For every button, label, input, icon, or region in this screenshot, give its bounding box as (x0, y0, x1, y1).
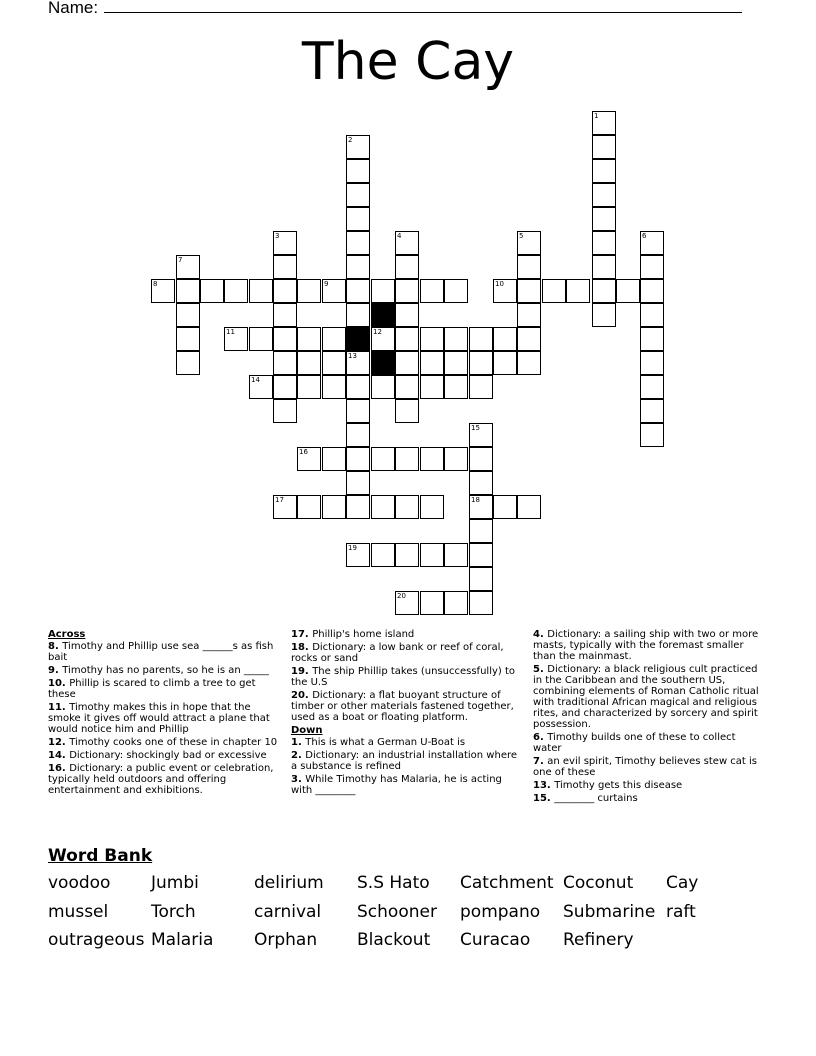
crossword-cell[interactable] (346, 423, 370, 447)
clue-label: 5. (533, 664, 548, 675)
crossword-cell[interactable] (273, 327, 297, 351)
clue (291, 690, 523, 723)
clue-text: Timothy gets this disease (554, 780, 683, 791)
word-bank-item: Submarine (563, 902, 656, 922)
crossword-cell[interactable] (444, 591, 468, 615)
crossword-cell[interactable] (493, 279, 517, 303)
word-bank-item: Refinery (563, 930, 634, 950)
crossword-cell[interactable] (346, 279, 370, 303)
word-bank-item: mussel (48, 902, 109, 922)
word-bank-item: outrageous (48, 930, 145, 950)
crossword-cell[interactable] (469, 471, 493, 495)
crossword-cell[interactable] (395, 447, 419, 471)
crossword-cell[interactable] (640, 255, 664, 279)
clue-number: 2 (348, 136, 353, 144)
clue-label: 12. (48, 737, 70, 748)
clue-text: Timothy cooks one of these in chapter 10 (69, 737, 278, 748)
word-bank-item: S.S Hato (357, 873, 430, 893)
crossword-cell[interactable] (592, 135, 616, 159)
crossword-cell[interactable] (249, 279, 273, 303)
crossword-cell[interactable] (420, 351, 444, 375)
crossword-cell[interactable] (469, 567, 493, 591)
crossword-cell[interactable] (297, 327, 321, 351)
clue-label: 6. (533, 732, 548, 743)
crossword-cell[interactable] (592, 159, 616, 183)
crossword-cell[interactable] (592, 111, 616, 135)
clue-text: Dictionary: shockingly bad or excessive (69, 750, 267, 761)
clue-number: 4 (397, 232, 402, 240)
clue-text: Timothy builds one of these to collect water (533, 732, 736, 754)
crossword-cell[interactable] (322, 375, 346, 399)
clue-text: ________ curtains (554, 793, 638, 804)
crossword-cell[interactable] (346, 231, 370, 255)
crossword-cell[interactable] (176, 303, 200, 327)
crossword-cell[interactable] (640, 423, 664, 447)
crossword-cell[interactable] (493, 495, 517, 519)
crossword-cell[interactable] (273, 231, 297, 255)
crossword-cell[interactable] (346, 207, 370, 231)
clue-label: 2. (291, 750, 306, 761)
clue-label: 15. (533, 793, 555, 804)
clue (48, 737, 280, 748)
crossword-cell[interactable] (640, 327, 664, 351)
clue (48, 750, 280, 761)
crossword-cell[interactable] (444, 447, 468, 471)
word-bank-item: Catchment (460, 873, 554, 893)
crossword-cell[interactable] (395, 399, 419, 423)
crossword-black-cell (371, 351, 395, 375)
clue (533, 780, 765, 791)
crossword-cell[interactable] (469, 591, 493, 615)
word-bank-item: pompano (460, 902, 541, 922)
clue (533, 756, 765, 778)
crossword-cell[interactable] (273, 495, 297, 519)
crossword-cell[interactable] (346, 351, 370, 375)
crossword-cell[interactable] (395, 591, 419, 615)
crossword-cell[interactable] (640, 279, 664, 303)
crossword-cell[interactable] (346, 375, 370, 399)
crossword-cell[interactable] (469, 447, 493, 471)
crossword-cell[interactable] (517, 327, 541, 351)
crossword-cell[interactable] (346, 159, 370, 183)
crossword-cell[interactable] (592, 279, 616, 303)
crossword-cell[interactable] (395, 303, 419, 327)
crossword-cell[interactable] (297, 375, 321, 399)
clue-text: Dictionary: a public event or celebration, typically held outdoors and offering entertainment and exhibitions. (48, 763, 274, 796)
crossword-cell[interactable] (176, 255, 200, 279)
crossword-cell[interactable] (444, 279, 468, 303)
crossword-cell[interactable] (176, 279, 200, 303)
crossword-cell[interactable] (469, 351, 493, 375)
clue-number: 5 (519, 232, 524, 240)
clue-label: 20. (291, 690, 313, 701)
crossword-cell[interactable] (297, 495, 321, 519)
crossword-cell[interactable] (395, 279, 419, 303)
crossword-cell[interactable] (517, 279, 541, 303)
crossword-cell[interactable] (640, 399, 664, 423)
clue-number: 16 (299, 448, 308, 456)
crossword-cell[interactable] (322, 495, 346, 519)
crossword-cell[interactable] (517, 231, 541, 255)
crossword-cell[interactable] (249, 327, 273, 351)
crossword-cell[interactable] (176, 327, 200, 351)
clue-number: 11 (226, 328, 235, 336)
crossword-cell[interactable] (346, 471, 370, 495)
word-bank-item: voodoo (48, 873, 111, 893)
clue (48, 702, 280, 735)
crossword-cell[interactable] (444, 375, 468, 399)
clue (48, 763, 280, 796)
clue-text: While Timothy has Malaria, he is acting with ________ (291, 774, 502, 796)
clue-label: 16. (48, 763, 70, 774)
crossword-cell[interactable] (273, 375, 297, 399)
clue-label: 1. (291, 737, 306, 748)
crossword-cell[interactable] (444, 543, 468, 567)
word-bank-item: Orphan (254, 930, 318, 950)
clue-text: Dictionary: a flat buoyant structure of timber or other materials fastened together, used as a boat or floating platform. (291, 690, 514, 723)
clue (533, 793, 765, 804)
crossword-cell[interactable] (224, 327, 248, 351)
crossword-cell[interactable] (395, 375, 419, 399)
crossword-cell[interactable] (346, 543, 370, 567)
crossword-cell[interactable] (640, 351, 664, 375)
clue (291, 750, 523, 772)
crossword-cell[interactable] (297, 351, 321, 375)
clue-text: Phillip is scared to climb a tree to get these (48, 678, 256, 700)
crossword-cell[interactable] (420, 447, 444, 471)
clue-label: 18. (291, 642, 313, 653)
crossword-cell[interactable] (346, 255, 370, 279)
clue-number: 19 (348, 544, 357, 552)
clue-number: 6 (642, 232, 647, 240)
clue-number: 10 (495, 280, 504, 288)
word-bank-item: raft (666, 902, 696, 922)
crossword-cell[interactable] (346, 303, 370, 327)
crossword-cell[interactable] (493, 351, 517, 375)
clue-text: Dictionary: a low bank or reef of coral, rocks or sand (291, 642, 504, 664)
clue-label: 7. (533, 756, 548, 767)
crossword-cell[interactable] (420, 495, 444, 519)
clue-text: Dictionary: a sailing ship with two or more masts, typically with the foremast smaller than the mainmast. (533, 629, 759, 662)
crossword-cell[interactable] (224, 279, 248, 303)
clue (291, 642, 523, 664)
crossword-cell[interactable] (592, 231, 616, 255)
crossword-cell[interactable] (420, 279, 444, 303)
word-bank-item: Jumbi (151, 873, 199, 893)
crossword-cell[interactable] (469, 495, 493, 519)
crossword-cell[interactable] (517, 351, 541, 375)
crossword-cell[interactable] (420, 327, 444, 351)
crossword-cell[interactable] (616, 279, 640, 303)
crossword-cell[interactable] (322, 351, 346, 375)
crossword-cell[interactable] (469, 327, 493, 351)
word-bank-item: Coconut (563, 873, 634, 893)
crossword-cell[interactable] (371, 447, 395, 471)
crossword-cell[interactable] (297, 279, 321, 303)
crossword-cell[interactable] (273, 303, 297, 327)
crossword-cell[interactable] (469, 519, 493, 543)
clue-text: Timothy and Phillip use sea ______s as fish bait (48, 641, 274, 663)
crossword-cell[interactable] (420, 543, 444, 567)
crossword-cell[interactable] (297, 447, 321, 471)
clue-text: Dictionary: a black religious cult practiced in the Caribbean and the southern US, combining elements of Roman Catholic ritual with traditional African magical and religious rites, and characterized by sorcery and spirit possession. (533, 664, 759, 730)
clue-number: 1 (594, 112, 599, 120)
clue-text: The ship Phillip takes (unsuccessfully) to the U.S (291, 666, 516, 688)
crossword-cell[interactable] (200, 279, 224, 303)
crossword-cell[interactable] (176, 351, 200, 375)
crossword-cell[interactable] (640, 375, 664, 399)
crossword-cell[interactable] (346, 495, 370, 519)
clue-label: 11. (48, 702, 70, 713)
word-bank-item: Schooner (357, 902, 437, 922)
clue-number: 18 (471, 496, 480, 504)
clues-column-3 (533, 629, 765, 806)
crossword-cell[interactable] (420, 375, 444, 399)
crossword-cell[interactable] (371, 327, 395, 351)
clue (291, 629, 523, 640)
clue-number: 12 (373, 328, 382, 336)
crossword-cell[interactable] (566, 279, 590, 303)
word-bank-item: Torch (151, 902, 196, 922)
crossword-cell[interactable] (371, 279, 395, 303)
crossword-cell[interactable] (493, 327, 517, 351)
crossword-cell[interactable] (592, 303, 616, 327)
word-bank-item: delirium (254, 873, 324, 893)
clue-number: 14 (251, 376, 260, 384)
crossword-cell[interactable] (322, 279, 346, 303)
clue (48, 665, 280, 676)
crossword-cell[interactable] (346, 183, 370, 207)
clue-label: 14. (48, 750, 70, 761)
crossword-cell[interactable] (592, 183, 616, 207)
clue-number: 15 (471, 424, 480, 432)
crossword-cell[interactable] (322, 327, 346, 351)
clue (48, 678, 280, 700)
clue-label: 8. (48, 641, 63, 652)
word-bank-item: carnival (254, 902, 322, 922)
crossword-cell[interactable] (444, 351, 468, 375)
clue-number: 8 (153, 280, 158, 288)
clue-number: 17 (275, 496, 284, 504)
clue (533, 664, 765, 730)
crossword-cell[interactable] (469, 375, 493, 399)
crossword-cell[interactable] (395, 495, 419, 519)
crossword-cell[interactable] (322, 447, 346, 471)
crossword-cell[interactable] (395, 543, 419, 567)
clue-text: an evil spirit, Timothy believes stew cat is one of these (533, 756, 758, 778)
word-bank-item: Cay (666, 873, 699, 893)
crossword-cell[interactable] (346, 447, 370, 471)
clue (291, 737, 523, 748)
crossword-cell[interactable] (517, 495, 541, 519)
crossword-cell[interactable] (371, 375, 395, 399)
clue-number: 20 (397, 592, 406, 600)
crossword-cell[interactable] (395, 351, 419, 375)
clue-number: 3 (275, 232, 280, 240)
clue-label: 4. (533, 629, 548, 640)
page-title: The Cay (301, 32, 515, 92)
clue-number: 9 (324, 280, 329, 288)
crossword-cell[interactable] (592, 207, 616, 231)
crossword-cell[interactable] (542, 279, 566, 303)
crossword-cell[interactable] (346, 135, 370, 159)
crossword-cell[interactable] (273, 399, 297, 423)
crossword-cell[interactable] (371, 543, 395, 567)
crossword-cell[interactable] (640, 231, 664, 255)
clue-number: 13 (348, 352, 357, 360)
crossword-cell[interactable] (517, 303, 541, 327)
clue-label: 13. (533, 780, 555, 791)
crossword-cell[interactable] (469, 543, 493, 567)
crossword-cell[interactable] (640, 303, 664, 327)
crossword-cell[interactable] (592, 255, 616, 279)
clue (533, 629, 765, 662)
crossword-cell[interactable] (273, 255, 297, 279)
crossword-cell[interactable] (346, 399, 370, 423)
clue (291, 666, 523, 688)
crossword-cell[interactable] (517, 255, 541, 279)
name-label: Name: (48, 0, 99, 17)
word-bank-item: Blackout (357, 930, 431, 950)
clue-text: Timothy makes this in hope that the smoke it gives off would attract a plane that would notice him and Phillip (48, 702, 270, 735)
crossword-cell[interactable] (469, 423, 493, 447)
clue-label: 9. (48, 665, 63, 676)
clue-label: 19. (291, 666, 313, 677)
crossword-black-cell (346, 327, 370, 351)
down-heading: Down (291, 725, 323, 736)
crossword-cell[interactable] (395, 231, 419, 255)
clue-text: This is what a German U-Boat is (305, 737, 466, 748)
word-bank-item: Curacao (460, 930, 531, 950)
crossword-cell[interactable] (371, 495, 395, 519)
clue-text: Timothy has no parents, so he is an _____ (62, 665, 269, 676)
clue-label: 10. (48, 678, 70, 689)
crossword-cell[interactable] (444, 327, 468, 351)
clue-label: 3. (291, 774, 306, 785)
clues-column-1 (48, 629, 280, 798)
across-heading: Across (48, 629, 86, 640)
crossword-cell[interactable] (273, 279, 297, 303)
clue-text: Dictionary: an industrial installation where a substance is refined (291, 750, 518, 772)
crossword-cell[interactable] (273, 351, 297, 375)
word-bank-title: Word Bank (48, 846, 153, 866)
crossword-black-cell (371, 303, 395, 327)
crossword-cell[interactable] (395, 327, 419, 351)
clue (533, 732, 765, 754)
clue-text: Phillip's home island (312, 629, 415, 640)
crossword-cell[interactable] (420, 591, 444, 615)
crossword-cell[interactable] (151, 279, 175, 303)
clue (291, 774, 523, 796)
clues-column-2 (291, 629, 523, 798)
word-bank-item: Malaria (151, 930, 214, 950)
clue-number: 7 (178, 256, 183, 264)
crossword-cell[interactable] (249, 375, 273, 399)
clue-label: 17. (291, 629, 313, 640)
crossword-cell[interactable] (395, 255, 419, 279)
clue (48, 641, 280, 663)
